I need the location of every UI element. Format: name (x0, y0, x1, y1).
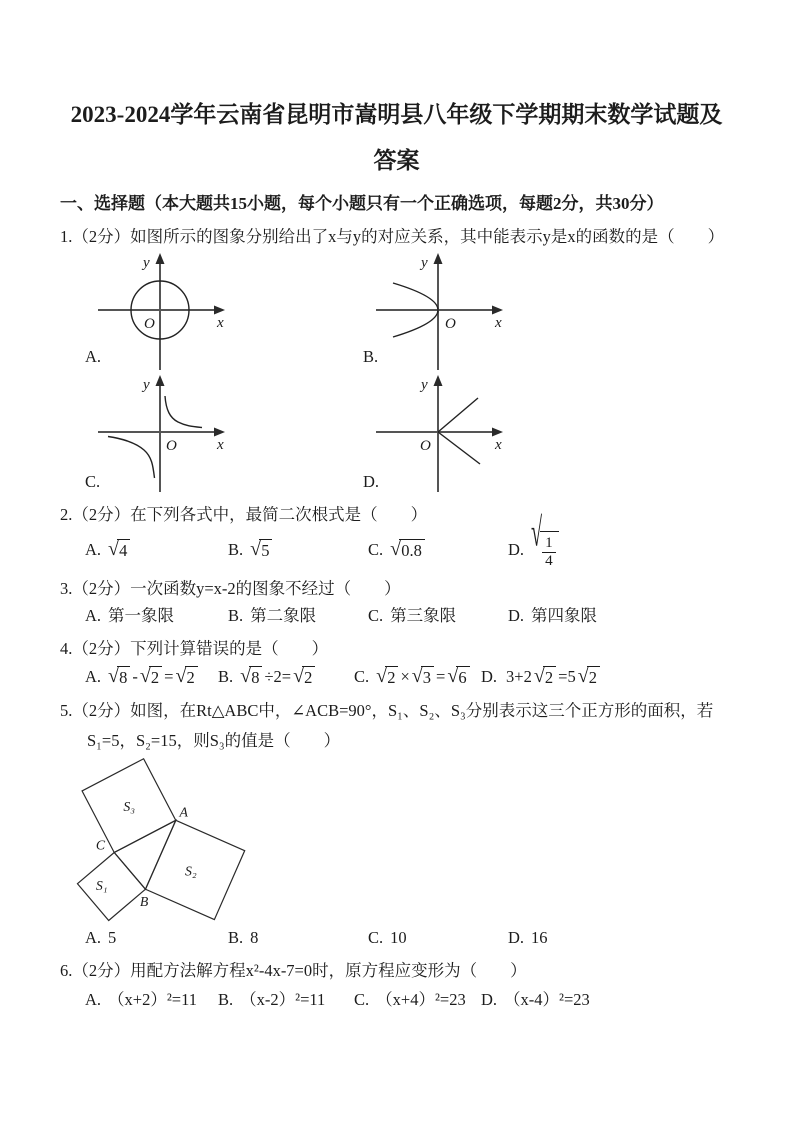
option-b (228, 926, 368, 950)
section-heading: 一、选择题（本大题共15小题，每个小题只有一个正确选项，每题2分，共30分） (60, 194, 664, 213)
option-c (354, 988, 481, 1012)
option-text: 5 (108, 928, 117, 947)
question-2-stem: 2.（2分）在下列各式中，最简二次根式是（ ） (60, 505, 428, 524)
option-text: （x-2）²=11 (240, 990, 326, 1009)
option-label: A. (85, 667, 102, 686)
option-text: 第三象限 (390, 606, 457, 625)
triangle-abc (114, 820, 176, 889)
s1-label: S₁ (95, 878, 108, 894)
x-axis-arrow-icon (492, 306, 503, 315)
origin-label: O (445, 316, 456, 332)
option-text: 8 (250, 928, 259, 947)
option-text: 第四象限 (531, 606, 598, 625)
option-text: （x+4）²=23 (376, 990, 466, 1009)
question-3-options (60, 604, 733, 628)
y-axis-label: y (421, 255, 428, 271)
option-a (85, 926, 228, 950)
option-d (481, 665, 733, 689)
x-axis-arrow-icon (492, 428, 503, 437)
question-3-stem: 3.（2分）一次函数y=x-2的图象不经过（ ） (60, 579, 401, 598)
question-5-figure (60, 756, 733, 926)
option-label: C. (368, 928, 384, 947)
ray-up (438, 398, 478, 432)
question-5-stem: 5.（2分）如图，在Rt△ABC中，∠ACB=90°，S₁、S₂、S₃分别表示这三个正方形的面积，若S₁=5，S₂=15，则S₃的值是（ ） (60, 701, 714, 750)
option-math: √ 2 × √ 3 = √ 6 (376, 665, 470, 689)
x-axis-arrow-icon (214, 428, 225, 437)
question-4-options (60, 662, 733, 692)
option-label: B. (228, 928, 244, 947)
origin-label: O (144, 316, 155, 332)
option-text: 第二象限 (250, 606, 317, 625)
option-c (368, 604, 508, 628)
option-text: 第一象限 (108, 606, 175, 625)
option-label: D. (508, 928, 525, 947)
graph-b-label: B. (363, 347, 379, 366)
y-axis-label: y (143, 255, 150, 271)
option-label: D. (508, 606, 525, 625)
y-axis-arrow-icon (156, 253, 165, 264)
option-label: A. (85, 990, 102, 1009)
option-d (508, 511, 733, 569)
option-text: 16 (531, 928, 548, 947)
vertex-c-label: C (95, 837, 106, 853)
y-axis-arrow-icon (156, 375, 165, 386)
question-4-stem: 4.（2分）下列计算错误的是（ ） (60, 639, 329, 658)
vertex-b-label: B (139, 893, 149, 909)
graph-c-label: C. (85, 472, 101, 491)
x-axis-label: x (495, 437, 502, 453)
option-c (368, 926, 508, 950)
option-text: 10 (390, 928, 407, 947)
square-s1 (77, 852, 145, 920)
option-math: √ 8 ÷2= √ 2 (240, 665, 315, 689)
option-d (481, 988, 733, 1012)
option-math: √ $\frac{1}{4}$ (531, 531, 559, 569)
option-math: √ 4 (108, 539, 130, 560)
y-axis-label: y (421, 377, 428, 393)
y-axis-label: y (143, 377, 150, 393)
option-d (508, 926, 733, 950)
option-math: √ 8 - √ 2 = √ 2 (108, 665, 198, 689)
option-b (218, 988, 354, 1012)
graph-a-label: A. (85, 347, 102, 366)
s3-label: S₃ (123, 799, 136, 815)
hyperbola-branch-3 (108, 437, 155, 479)
option-label: D. (508, 540, 525, 559)
option-label: B. (218, 667, 234, 686)
option-label: A. (85, 928, 102, 947)
option-label: B. (228, 540, 244, 559)
option-text: （x-4）²=23 (504, 990, 590, 1009)
x-axis-label: x (495, 315, 502, 331)
option-math: √ 0.8 (390, 539, 425, 560)
question-5-options (60, 926, 733, 950)
vertex-a-label: A (179, 804, 188, 820)
option-label: C. (354, 667, 370, 686)
ray-down (438, 432, 480, 464)
option-a (85, 604, 228, 628)
option-label: B. (218, 990, 234, 1009)
option-text: （x+2）²=11 (108, 990, 197, 1009)
x-axis-label: x (217, 315, 224, 331)
option-math: √ 5 (250, 539, 272, 560)
option-label: B. (228, 606, 244, 625)
option-a (85, 665, 218, 689)
option-label: D. (481, 990, 498, 1009)
y-axis-arrow-icon (434, 375, 443, 386)
squares-figure (70, 756, 254, 926)
x-axis-arrow-icon (214, 306, 225, 315)
option-b (228, 604, 368, 628)
option-label: D. (481, 667, 498, 686)
origin-label: O (166, 438, 177, 454)
option-math: 3+2 √ 2 =5 √ 2 (504, 665, 600, 689)
graph-b (368, 250, 508, 374)
question-6-options (60, 988, 733, 1012)
option-label: C. (354, 990, 370, 1009)
graph-d (368, 372, 508, 496)
option-label: C. (368, 540, 384, 559)
graph-a (90, 250, 230, 374)
page-title: 2023-2024学年云南省昆明市嵩明县八年级下学期期末数学试题及答案 (70, 102, 723, 173)
option-d (508, 604, 733, 628)
option-label: A. (85, 606, 102, 625)
hyperbola-branch-1 (165, 396, 202, 428)
option-b (228, 538, 368, 562)
x-axis-label: x (217, 437, 224, 453)
option-c (354, 665, 481, 689)
graph-d-label: D. (363, 472, 380, 491)
option-a (85, 538, 228, 562)
s2-label: S₂ (184, 863, 197, 879)
origin-label: O (420, 438, 431, 454)
y-axis-arrow-icon (434, 253, 443, 264)
graph-c (90, 372, 230, 496)
option-c (368, 538, 508, 562)
option-label: A. (85, 540, 102, 559)
question-1-figure (60, 250, 733, 494)
question-1-stem: 1.（2分）如图所示的图象分别给出了x与y的对应关系，其中能表示y是x的函数的是（ ） (60, 227, 725, 246)
option-a (85, 988, 218, 1012)
question-6-stem: 6.（2分）用配方法解方程x²-4x-7=0时，原方程应变形为（ ） (60, 961, 527, 980)
option-b (218, 665, 354, 689)
option-label: C. (368, 606, 384, 625)
